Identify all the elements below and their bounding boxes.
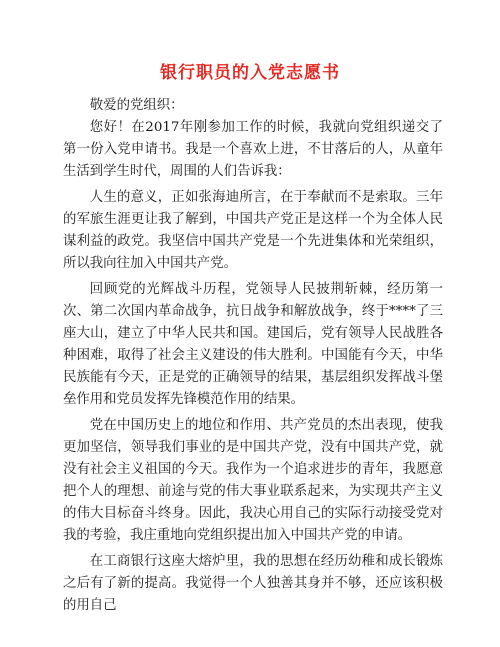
document-body [63,95,443,621]
paragraph-4: 党在中国历史上的地位和作用、共产党员的杰出表现，使我更加坚信，领导我们事业的是中国共产党，没有中国共产党，就没有社会主义祖国的今天。我作为一个追求进步的青年，我愿意把个人的理想、前途与党的伟大事业联系起来，为实现共产主义的伟大目标奋斗终身。因此，我决心用自己的实际行动接受党对我的考验，我庄重地向党组织提出加入中国共产党的申请。 [63,418,443,543]
document-title: 银行职员的入党志愿书 [160,63,340,83]
greeting: 敬爱的党组织： [89,98,184,113]
paragraph-2: 人生的意义，正如张海迪所言，在于奉献而不是索取。三年的军旅生涯更让我了解到，中国共产党正是这样一个为全体人民谋利益的政党。我坚信中国共产党是一个先进集体和光荣组织，所以我向往加入中国共产党。 [63,190,443,271]
paragraph-3: 回顾党的光辉战斗历程，党领导人民披荆斩棘，经历第一次、第二次国内革命战争，抗日战争和解放战争，终于****了三座大山，建立了中华人民共和国。建国后，党有领导人民战胜各种困难，取得了社会主义建设的伟大胜利。中国能有今天，中华民族能有今天，正是党的正确领导的结果，基层组织发挥战斗堡垒作用和党员发挥先锋模范作用的结果。 [63,282,443,407]
paragraph-1: 您好！在2017年刚参加工作的时候，我就向党组织递交了第一份入党申请书。我是一个喜欢上进，不甘落后的人，从童年生活到学生时代，周围的人们告诉我： [63,120,443,179]
paragraph-5: 在工商银行这座大熔炉里，我的思想在经历幼稚和成长锻炼之后有了新的提高。我觉得一个人独善其身并不够，还应该积极的用自己 [63,554,443,613]
